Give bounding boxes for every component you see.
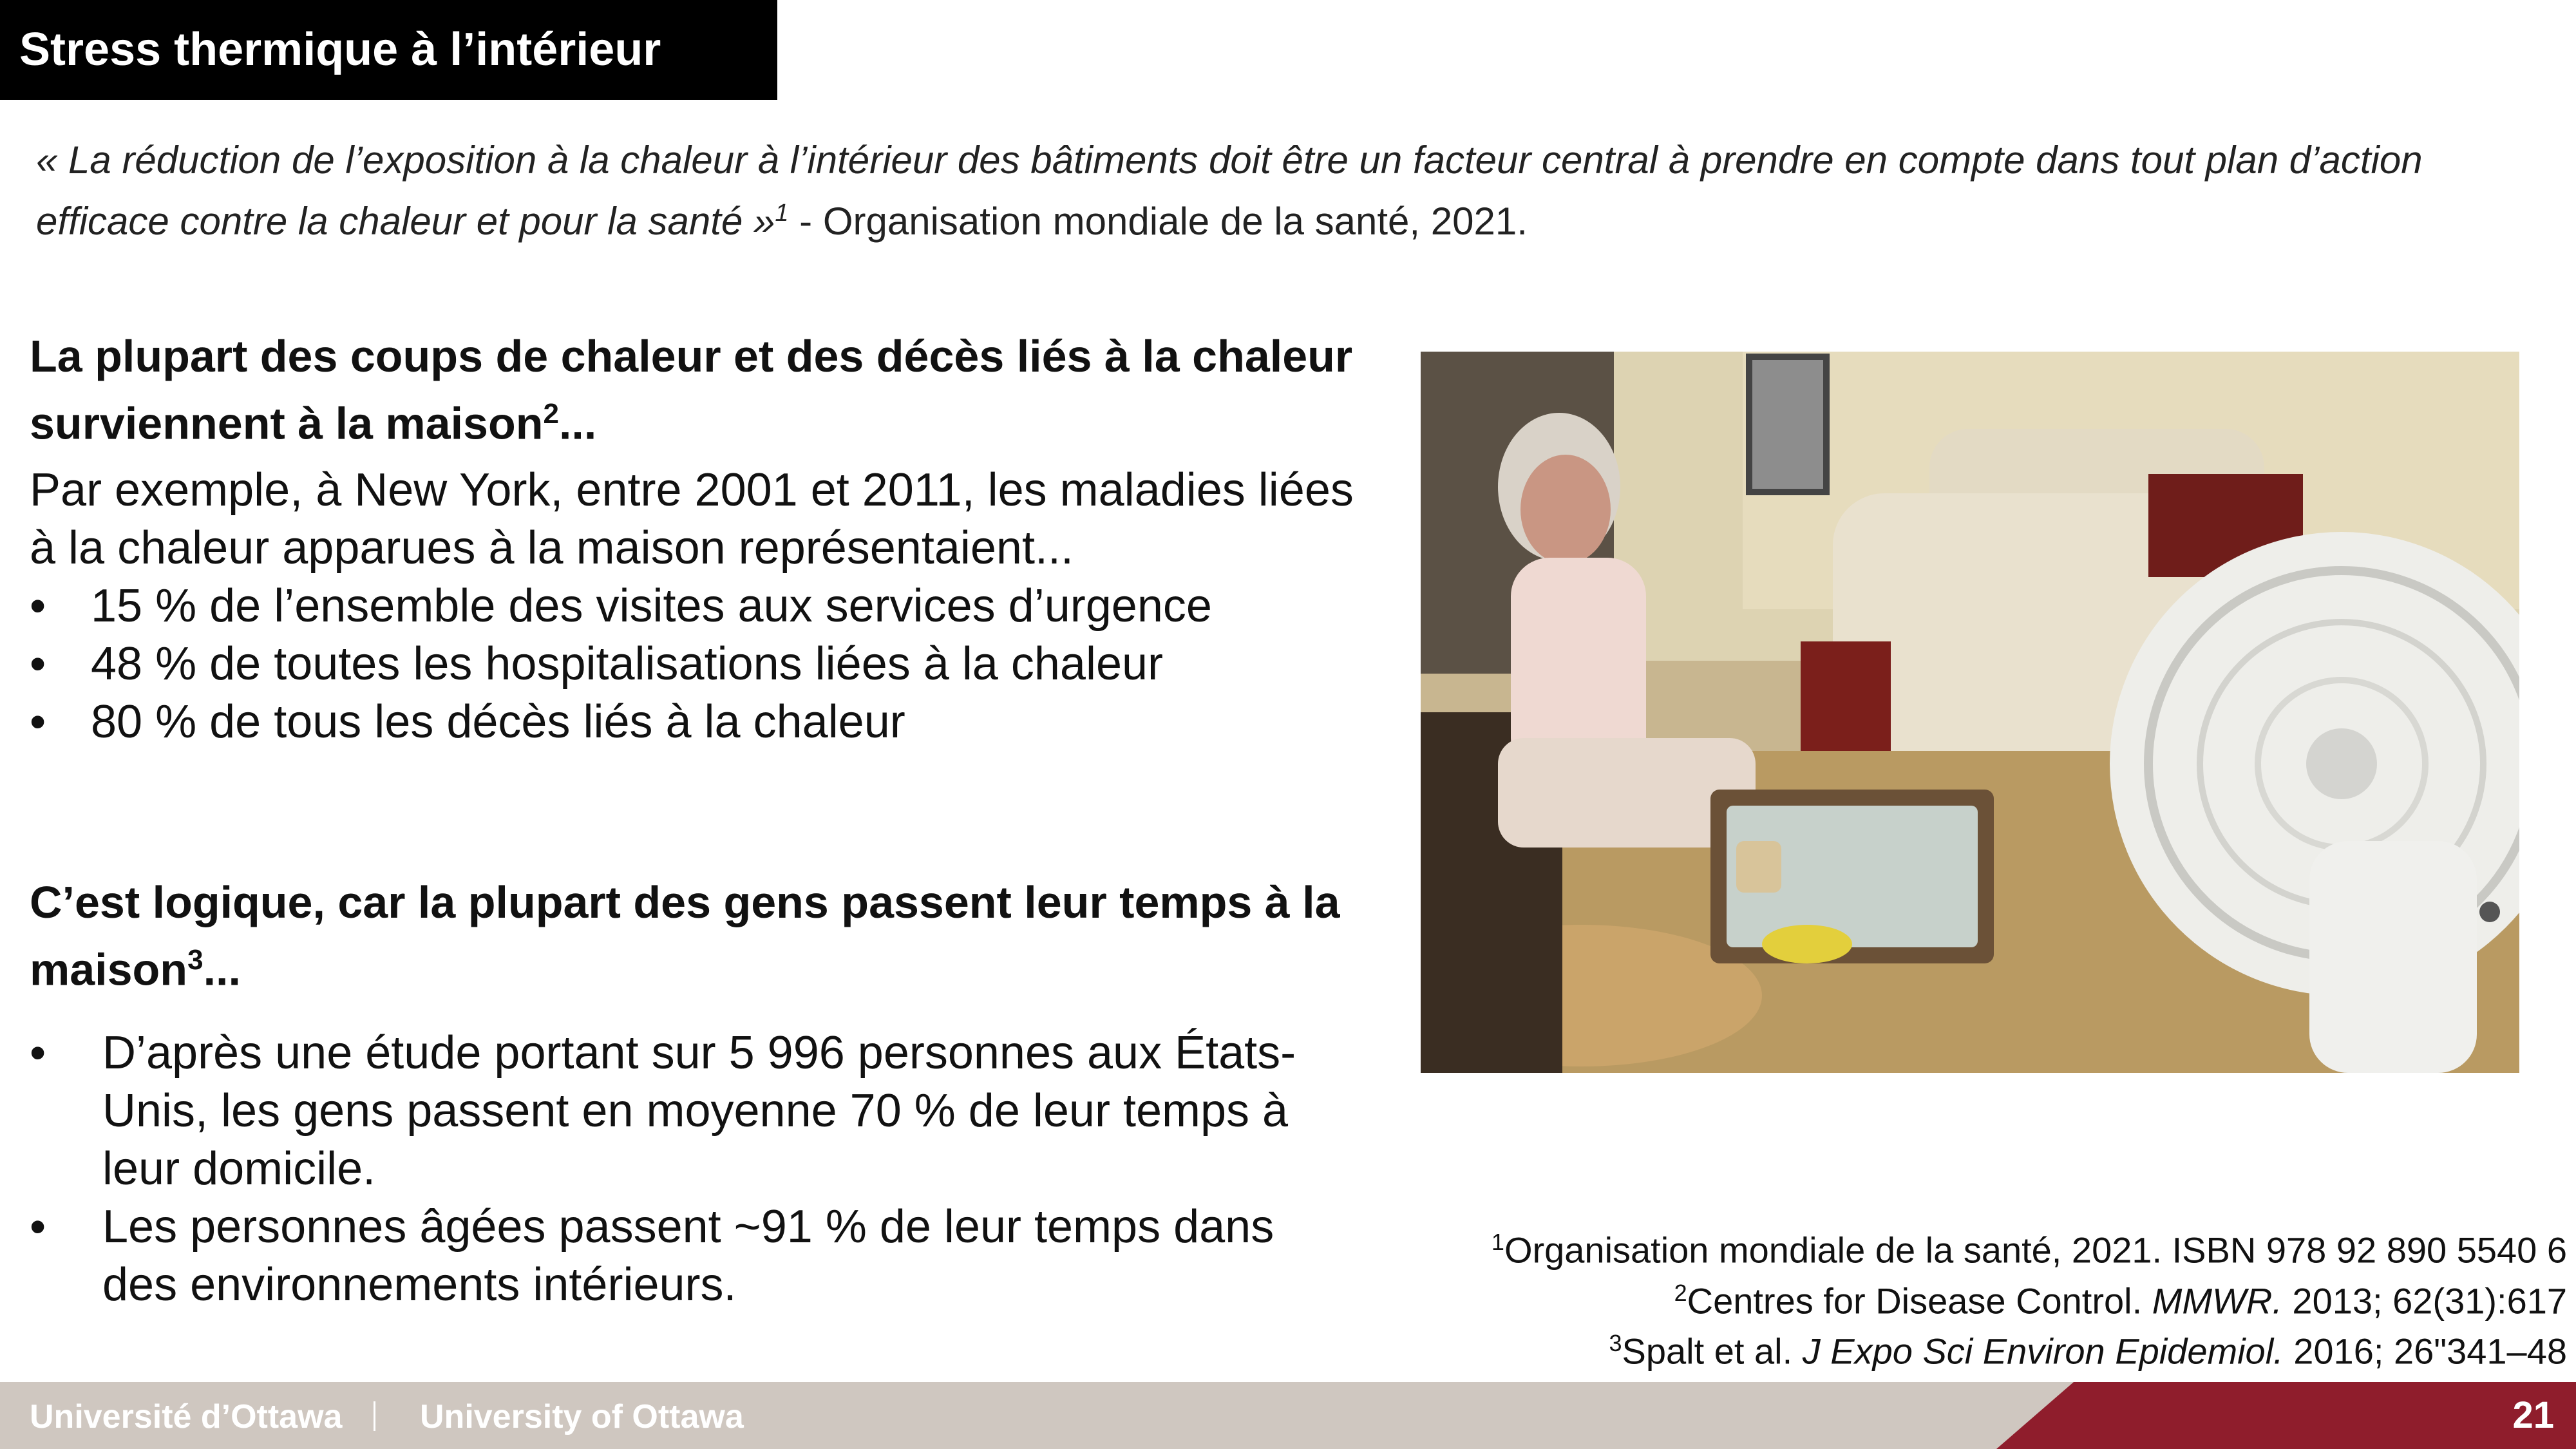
list-item: • D’après une étude portant sur 5 996 personnes aux États-Unis, les gens passent en moyenne 70 % de leur temps à leur domicile. [30, 1024, 1356, 1198]
footer-divider [374, 1401, 375, 1431]
bullet-marker: • [30, 1201, 46, 1253]
list-item: • 15 % de l’ensemble des visites aux services d’urgence [30, 577, 1356, 635]
references [1492, 1221, 2567, 1373]
list-item: • 80 % de tous les décès liés à la chaleur [30, 693, 1356, 751]
section1-bullet-list [30, 577, 1356, 751]
quote-text: « La réduction de l’exposition à la chaleur à l’intérieur des bâtiments doit être un facteur central à prendre en compte dans tout plan d’action efficace contre la chaleur et pour la santé » [36, 138, 2423, 243]
reference-1: $^1$Organisation mondiale de la santé, 2021. ISBN 978 92 890 5540 6 [1491, 1229, 2567, 1271]
section-time-at-home [30, 873, 1356, 1314]
section1-intro: Par exemple, à New York, entre 2001 et 2011, les maladies liées à la chaleur apparues à la maison représentaient... [30, 464, 1354, 574]
section1-heading-ref: 2 [543, 398, 559, 430]
elderly-woman-fan-photo [1421, 352, 2519, 1073]
page-number: 21 [2512, 1394, 2554, 1436]
bullet-marker: • [30, 696, 46, 748]
section2-bullet-list [30, 1024, 1356, 1314]
reference-3: $^3$Spalt et al. J Expo Sci Environ Epidemiol. 2016; 26"341–48 [1609, 1330, 2567, 1372]
slide-title-bar [0, 0, 777, 100]
university-name-fr: Université d’Ottawa [30, 1398, 343, 1435]
section1-heading: La plupart des coups de chaleur et des décès liés à la chaleur surviennent à la maison$^2$... [30, 331, 1353, 449]
section-home-heat [30, 327, 1356, 751]
bullet-marker: • [30, 1027, 46, 1079]
who-quote [36, 134, 2535, 248]
reference-2: $^2$Centres for Disease Control. MMWR. 2013; 62(31):617 [1674, 1279, 2567, 1321]
list-item: • 48 % de toutes les hospitalisations liées à la chaleur [30, 635, 1356, 693]
quote-ref: 1 [775, 200, 789, 227]
quote-source: - Organisation mondiale de la santé, 2021. [788, 200, 1528, 243]
slide-title: Stress thermique à l’intérieur [19, 24, 661, 75]
section2-heading-ref: 3 [187, 944, 204, 976]
bullet-marker: • [30, 580, 46, 632]
footer-red-accent [1996, 1382, 2576, 1449]
bullet-marker: • [30, 638, 46, 690]
university-name-en: University of Ottawa [420, 1398, 744, 1435]
footer-bar [0, 1382, 2576, 1449]
section2-heading: C’est logique, car la plupart des gens passent leur temps à la maison$^3$... [30, 877, 1340, 995]
list-item: • Les personnes âgées passent ~91 % de leur temps dans des environnements intérieurs. [30, 1198, 1356, 1314]
